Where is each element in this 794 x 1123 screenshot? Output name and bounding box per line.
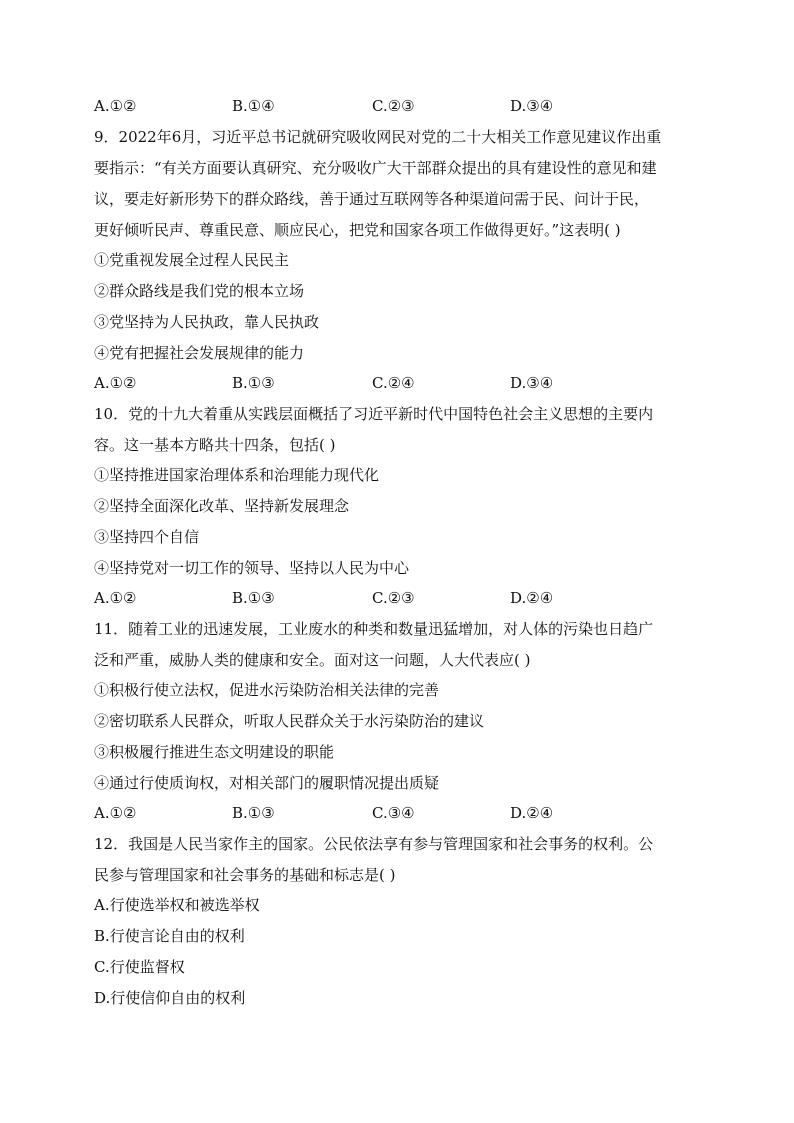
q12-choice-c[interactable]: C.行使监督权 (94, 958, 185, 976)
q11-statement-1: ①积极行使立法权，促进水污染防治相关法律的完善 (94, 681, 440, 699)
q9-options (94, 373, 734, 393)
q10-stem-line-1: 10．党的十九大着重从实践层面概括了习近平新时代中国特色社会主义思想的主要内 (94, 405, 654, 423)
q11-statement-3: ③积极履行推进生态文明建设的职能 (94, 743, 335, 761)
option-b[interactable]: B.①③ (232, 374, 275, 392)
q9-stem-line-2: 要指示：“有关方面要认真研究、充分吸收广大干部群众提出的具有建设性的意见和建 (94, 159, 657, 177)
q9-statement-1: ①党重视发展全过程人民民主 (94, 251, 290, 269)
q10-stem-line-2: 容。这一基本方略共十四条，包括( ) (94, 436, 336, 454)
q10-statement-1: ①坚持推进国家治理体系和治理能力现代化 (94, 466, 380, 484)
option-d[interactable]: D.③④ (510, 374, 554, 392)
q12-stem-line-2: 民参与管理国家和社会事务的基础和标志是( ) (94, 866, 396, 884)
q10-statement-4: ④坚持党对一切工作的领导、坚持以人民为中心 (94, 559, 410, 577)
q10-statement-2: ②坚持全面深化改革、坚持新发展理念 (94, 497, 350, 515)
option-a[interactable]: A.①② (94, 374, 137, 392)
q9-stem-line-1: 9．2022年6月，习近平总书记就研究吸收网民对党的二十大相关工作意见建议作出重 (94, 128, 662, 146)
option-b[interactable]: B.①④ (232, 97, 275, 115)
option-b[interactable]: B.①③ (232, 589, 275, 607)
q9-stem-line-4: 更好倾听民声、尊重民意、顺应民心，把党和国家各项工作做得更好。”这表明( ) (94, 221, 621, 239)
q12-choice-a[interactable]: A.行使选举权和被选举权 (94, 896, 260, 914)
q9-statement-4: ④党有把握社会发展规律的能力 (94, 344, 305, 362)
option-c[interactable]: C.②③ (372, 97, 415, 115)
option-b[interactable]: B.①③ (232, 804, 275, 822)
option-a[interactable]: A.①② (94, 804, 137, 822)
q11-stem-line-2: 泛和严重，威胁人类的健康和安全。面对这一问题，人大代表应( ) (94, 651, 531, 669)
q12-choice-d[interactable]: D.行使信仰自由的权利 (94, 989, 246, 1007)
q10-options (94, 588, 734, 608)
option-c[interactable]: C.②③ (372, 589, 415, 607)
q9-statement-3: ③党坚持为人民执政，靠人民执政 (94, 313, 320, 331)
option-c[interactable]: C.③④ (372, 804, 415, 822)
q11-statement-4: ④通过行使质询权，对相关部门的履职情况提出质疑 (94, 774, 440, 792)
q12-stem-line-1: 12．我国是人民当家作主的国家。公民依法享有参与管理国家和社会事务的权利。公 (94, 835, 654, 853)
option-d[interactable]: D.②④ (510, 804, 554, 822)
option-a[interactable]: A.①② (94, 97, 137, 115)
q11-stem-line-1: 11．随着工业的迅速发展，工业废水的种类和数量迅猛增加，对人体的污染也日趋广 (94, 620, 654, 638)
q10-statement-3: ③坚持四个自信 (94, 528, 200, 546)
option-d[interactable]: D.③④ (510, 97, 554, 115)
option-a[interactable]: A.①② (94, 589, 137, 607)
prev-question-options (94, 96, 734, 116)
q12-choice-b[interactable]: B.行使言论自由的权利 (94, 927, 245, 945)
q11-statement-2: ②密切联系人民群众，听取人民群众关于水污染防治的建议 (94, 712, 485, 730)
q11-options (94, 803, 734, 823)
q9-statement-2: ②群众路线是我们党的根本立场 (94, 282, 305, 300)
option-d[interactable]: D.②④ (510, 589, 554, 607)
q9-stem-line-3: 议，要走好新形势下的群众路线，善于通过互联网等各种渠道问需于民、问计于民， (94, 190, 650, 208)
option-c[interactable]: C.②④ (372, 374, 415, 392)
